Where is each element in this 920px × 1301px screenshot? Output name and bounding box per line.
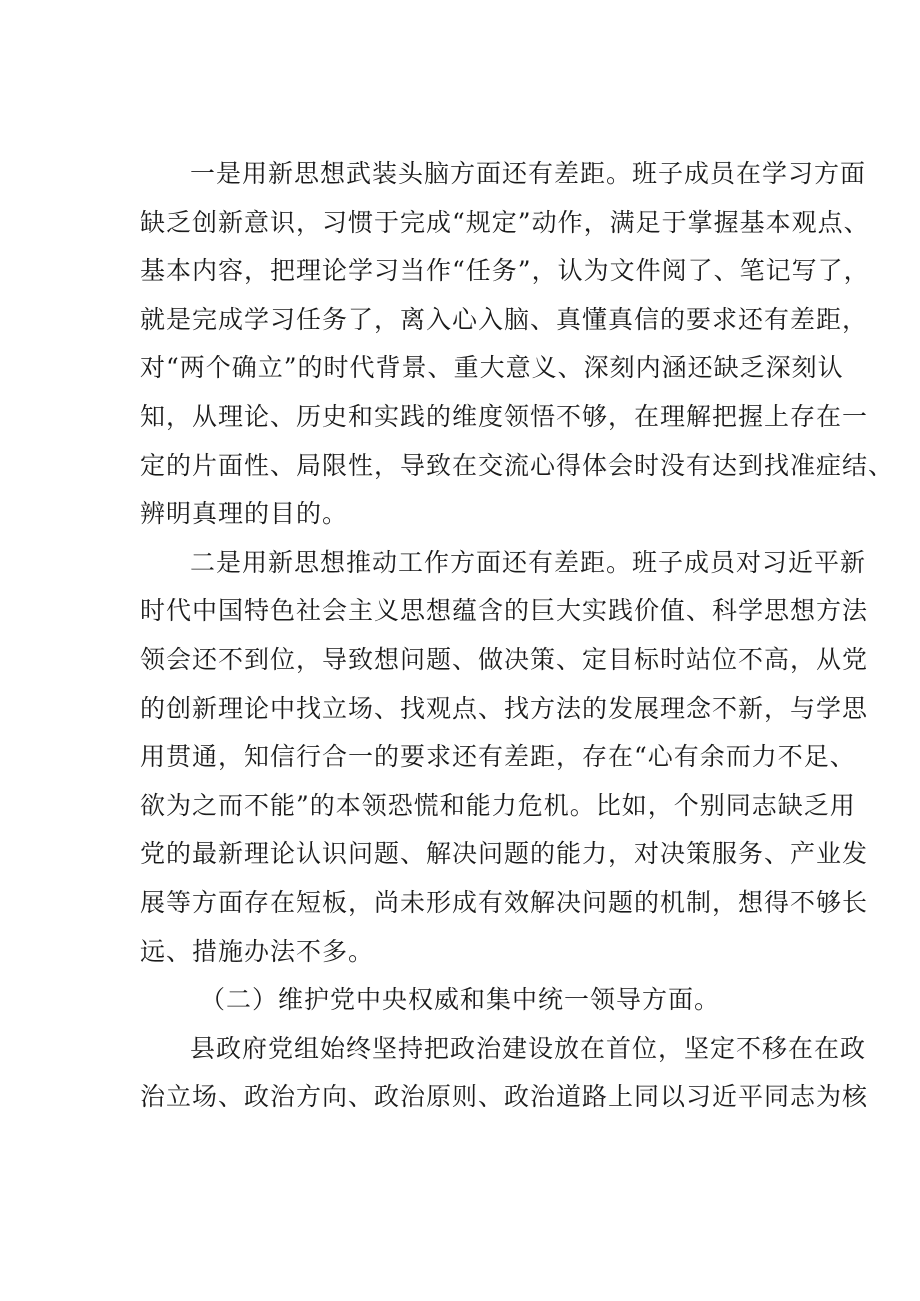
paragraph-line: 一是用新思想武装头脑方面还有差距。班子成员在学习方面: [190, 159, 867, 188]
paragraph-line: 缺乏创新意识，习惯于完成“规定”动作，满足于掌握基本观点、: [140, 207, 870, 237]
paragraph-line: 远、措施办法不多。: [140, 936, 375, 966]
paragraph-gap-1: [140, 150, 895, 539]
paragraph-line: 党的最新理论认识问题、解决问题的能力，对决策服务、产业发: [140, 839, 869, 869]
paragraph-line: 展等方面存在短板，尚未形成有效解决问题的机制，想得不够长: [140, 887, 869, 917]
paragraph-line: 领会还不到位，导致想问题、做决策、定目标时站位不高，从党: [140, 644, 869, 674]
paragraph-line: 基本内容，把理论学习当作“任务”，认为文件阅了、笔记写了，: [140, 256, 870, 286]
paragraph-line: 时代中国特色社会主义思想蕴含的巨大实践价值、科学思想方法: [140, 596, 869, 626]
section-heading: （二）维护党中央权威和集中统一领导方面。: [200, 985, 721, 1015]
paragraph-line: 辨明真理的目的。: [140, 499, 349, 529]
paragraph-line: 欲为之而不能”的本领恐慌和能力危机。比如，个别同志缺乏用: [140, 790, 856, 820]
paragraph-line: 的创新理论中找立场、找观点、找方法的发展理念不新，与学思: [140, 693, 869, 723]
paragraph-council: [140, 1025, 869, 1122]
paragraph-line: 知，从理论、历史和实践的维度领悟不够，在理解把握上存在一: [140, 401, 869, 431]
document-body: [140, 150, 895, 1122]
paragraph-line: 定的片面性、局限性，导致在交流心得体会时没有达到找准症结、: [140, 450, 895, 480]
paragraph-line: 就是完成学习任务了，离入心入脑、真懂真信的要求还有差距，: [140, 304, 869, 334]
paragraph-gap-2: [140, 539, 869, 976]
paragraph-line: 对“两个确立”的时代背景、重大意义、深刻内涵还缺乏深刻认: [140, 353, 844, 383]
paragraph-line: 二是用新思想推动工作方面还有差距。班子成员对习近平新: [190, 547, 867, 577]
paragraph-line: 县政府党组始终坚持把政治建设放在首位，坚定不移在在政: [190, 1033, 867, 1063]
paragraph-line: 用贯通，知信行合一的要求还有差距，存在“心有余而力不足、: [140, 742, 856, 772]
paragraph-line: 治立场、政治方向、政治原则、政治道路上同以习近平同志为核: [140, 1082, 869, 1112]
